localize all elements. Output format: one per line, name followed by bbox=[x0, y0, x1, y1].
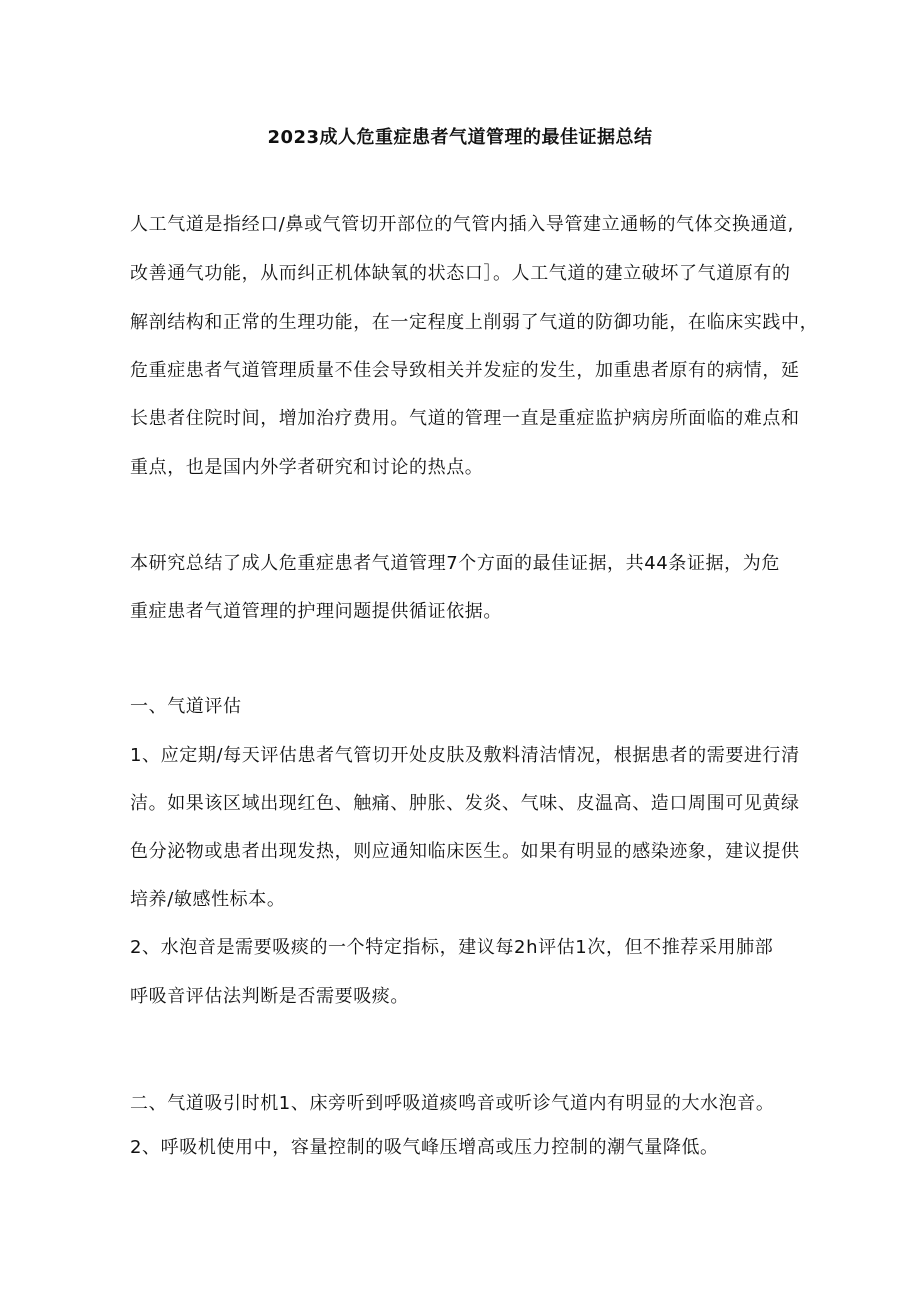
summary-line-1: 本研究总结了成人危重症患者气道管理7个方面的最佳证据，共44条证据，为危 bbox=[130, 553, 780, 574]
intro-line-4: 危重症患者气道管理质量不佳会导致相关并发症的发生，加重患者原有的病情，延 bbox=[130, 360, 800, 381]
section1-item2-line-1: 2、水泡音是需要吸痰的一个特定指标，建议每2h评估1次，但不推荐采用肺部 bbox=[130, 937, 774, 958]
document-title: 2023成人危重症患者气道管理的最佳证据总结 bbox=[267, 127, 653, 148]
intro-line-2: 改善通气功能，从而纠正机体缺氧的状态口］。人工气道的建立破坏了气道原有的 bbox=[130, 263, 791, 284]
section1-item1-line-1: 1、应定期/每天评估患者气管切开处皮肤及敷料清洁情况，根据患者的需要进行清 bbox=[130, 745, 800, 766]
section1-item1-line-4: 培养/敏感性标本。 bbox=[130, 889, 286, 910]
section1-item1-line-3: 色分泌物或患者出现发热，则应通知临床医生。如果有明显的感染迹象，建议提供 bbox=[130, 841, 800, 862]
intro-line-3: 解剖结构和正常的生理功能，在一定程度上削弱了气道的防御功能，在临床实践中， bbox=[130, 312, 819, 333]
section2-line-2: 2、呼吸机使用中，容量控制的吸气峰压增高或压力控制的潮气量降低。 bbox=[130, 1137, 719, 1158]
intro-line-5: 长患者住院时间，增加治疗费用。气道的管理一直是重症监护病房所面临的难点和 bbox=[130, 408, 800, 429]
section1-item1-line-2: 洁。如果该区域出现红色、触痛、肿胀、发炎、气味、皮温高、造口周围可见黄绿 bbox=[130, 793, 800, 814]
section1-heading: 一、气道评估 bbox=[130, 696, 242, 717]
intro-line-1: 人工气道是指经口/鼻或气管切开部位的气管内插入导管建立通畅的气体交换通道, bbox=[130, 214, 794, 235]
intro-line-6: 重点，也是国内外学者研究和讨论的热点。 bbox=[130, 457, 484, 478]
section2-line-1: 二、气道吸引时机1、床旁听到呼吸道痰鸣音或听诊气道内有明显的大水泡音。 bbox=[130, 1093, 775, 1114]
section1-item2-line-2: 呼吸音评估法判断是否需要吸痰。 bbox=[130, 986, 409, 1007]
summary-line-2: 重症患者气道管理的护理问题提供循证依据。 bbox=[130, 601, 502, 622]
